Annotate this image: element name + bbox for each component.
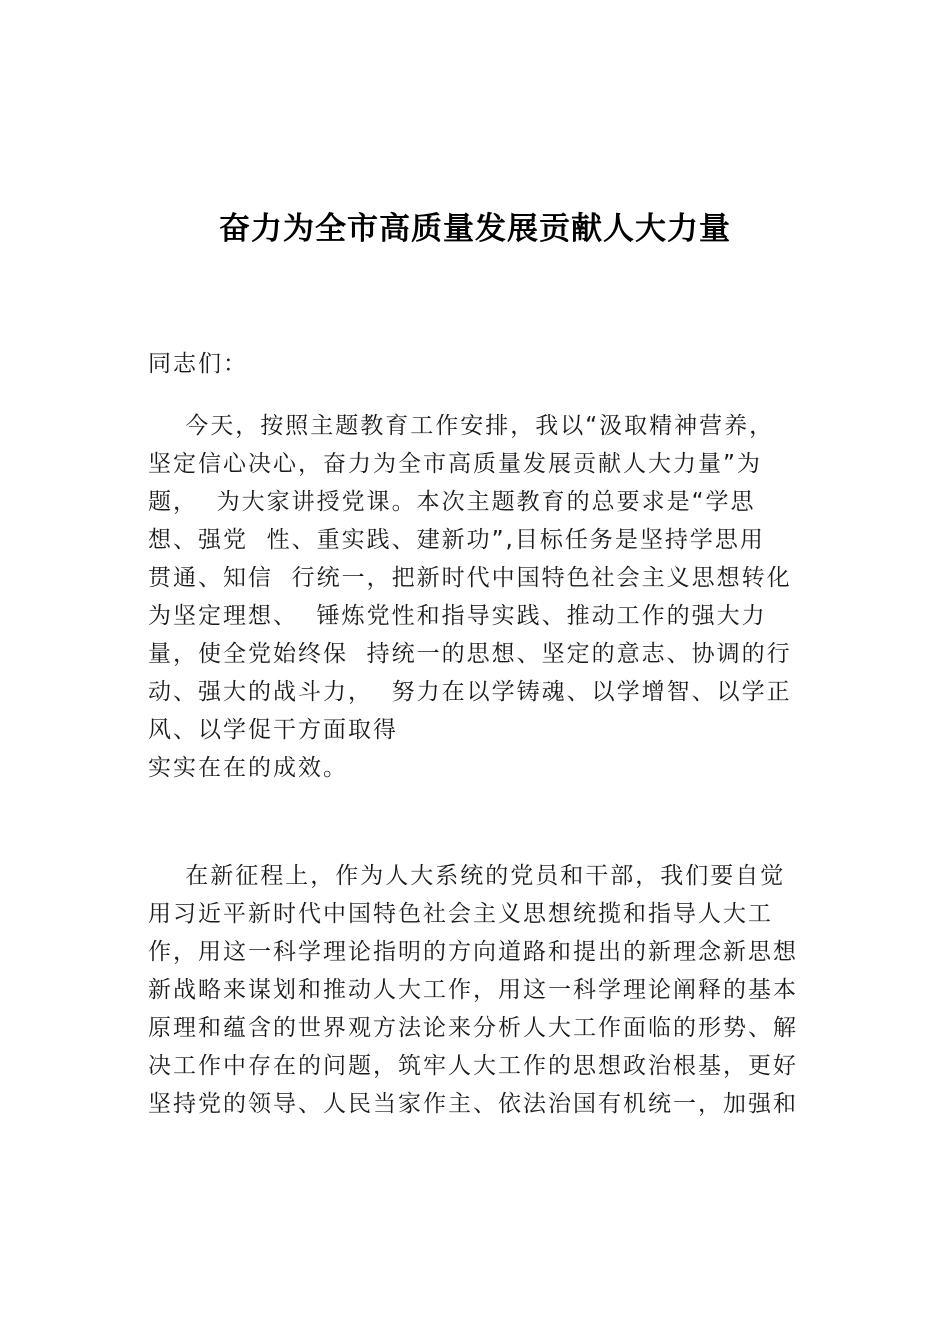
paragraph-line: 贯通、知信 行统一，把新时代中国特色社会主义思想转化	[148, 565, 792, 591]
paragraph-line: 坚持党的领导、人民当家作主、依法治国有机统一，加强和	[148, 1091, 798, 1117]
salutation	[148, 345, 828, 383]
paragraph-line: 坚定信心决心，奋力为全市高质量发展贡献人大力量”为	[148, 451, 762, 477]
paragraph-line: 决工作中存在的问题，筑牢人大工作的思想政治根基，更好	[148, 1053, 798, 1079]
paragraph-line: 今天，按照主题教育工作安排，我以“汲取精神营养，	[148, 413, 775, 439]
paragraph-line: 风、以学促干方面取得	[148, 717, 398, 743]
paragraph-line: 动、强大的战斗力， 努力在以学铸魂、以学增智、以学正	[148, 679, 792, 705]
paragraph-line: 为坚定理想、 锤炼党性和指导实践、推动工作的强大力	[148, 603, 767, 629]
paragraph-line: 作，用这一科学理论指明的方向道路和提出的新理念新思想	[148, 939, 798, 965]
salutation-text: 同志们：	[148, 351, 248, 377]
paragraph-line: 用习近平新时代中国特色社会主义思想统揽和指导人大工	[148, 901, 773, 927]
paragraph-line: 题， 为大家讲授党课。本次主题教育的总要求是“学思	[148, 489, 756, 515]
paragraph-line: 新战略来谋划和推动人大工作，用这一科学理论阐释的基本	[148, 977, 798, 1003]
paragraph-line: 原理和蕴含的世界观方法论来分析人大工作面临的形势、解	[148, 1015, 798, 1041]
paragraph-1	[148, 407, 828, 787]
paragraph-line: 想、强党 性、重实践、建新功”,目标任务是坚持学思用	[148, 527, 765, 553]
paragraph-line: 量，使全党始终保 持统一的思想、坚定的意志、协调的行	[148, 641, 792, 667]
paragraph-line: 实实在在的成效。	[148, 755, 348, 781]
document-title: 奋力为全市高质量发展贡献人大力量	[219, 211, 731, 247]
paragraph-2	[148, 857, 828, 1123]
paragraph-line: 在新征程上，作为人大系统的党员和干部，我们要自觉	[148, 863, 786, 889]
